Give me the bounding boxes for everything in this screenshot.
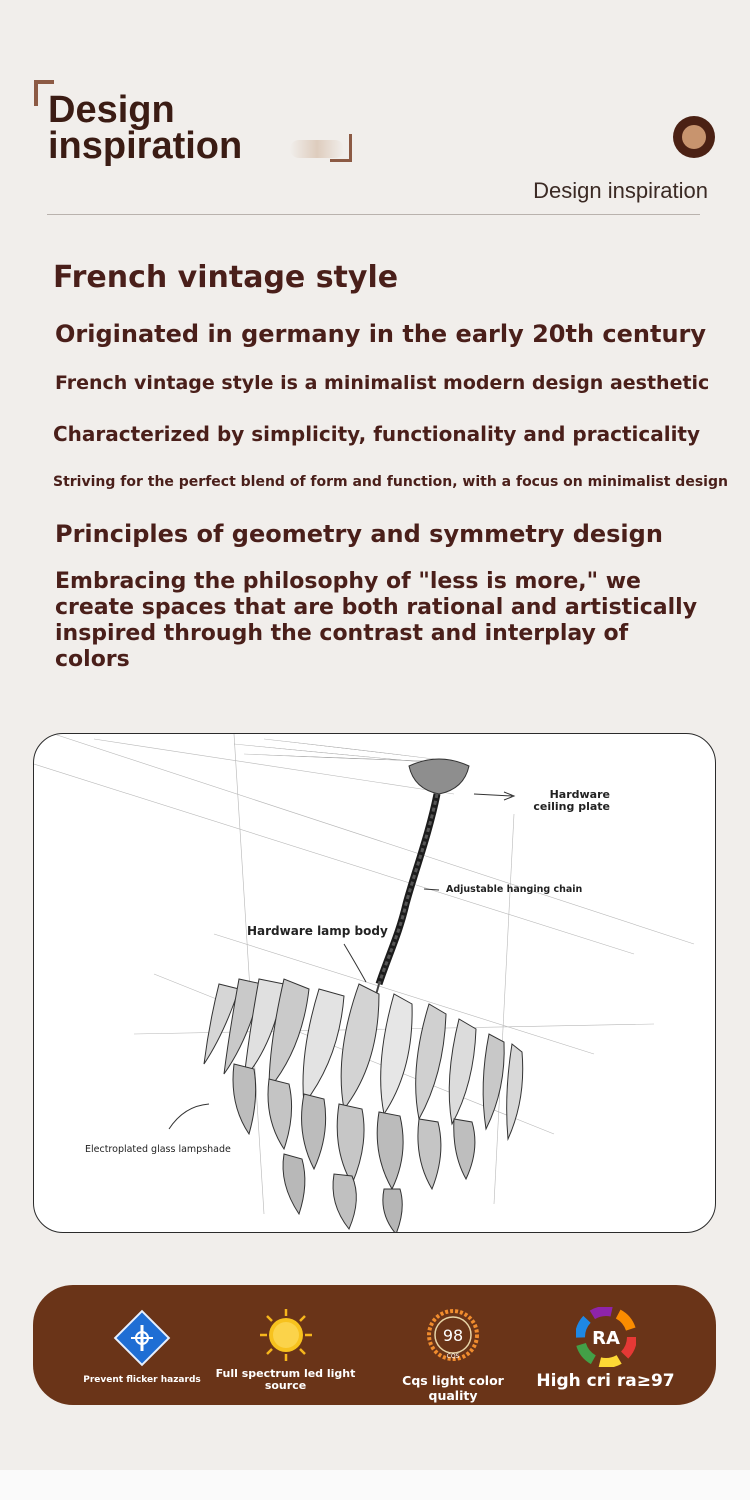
label-hanging-chain: Adjustable hanging chain [446,884,583,895]
description-line-5: Principles of geometry and symmetry design [55,520,663,548]
label-glass-lampshade: Electroplated glass lampshade [85,1144,231,1155]
cqs-sublabel: CQS [446,1353,460,1360]
description-paragraph: Embracing the philosophy of "less is more," we create spaces that are both rational and artistically inspired through the contrast and interplay of colors [55,569,698,672]
header [0,0,750,220]
page-title [48,89,243,167]
chandelier-sketch-illustration [34,734,716,1233]
label-lamp-body: Hardware lamp body [247,924,388,938]
circle-badge-icon [673,116,715,158]
feature-label: Prevent flicker hazards [83,1375,201,1385]
sun-icon [258,1307,314,1367]
section-heading: French vintage style [53,260,399,295]
feature-bar [33,1285,716,1405]
ra-color-wheel-icon [576,1307,636,1371]
cqs-value: 98 [442,1326,464,1345]
description-line-1: Originated in germany in the early 20th century [55,320,707,348]
footer-strip [0,1470,750,1500]
label-ceiling-plate: Hardware ceiling plate [533,788,610,813]
feature-label: High cri ra≥97 [536,1371,675,1391]
feature-high-cri [533,1285,678,1405]
ra-text: RA [591,1328,620,1349]
description-line-3: Characterized by simplicity, functionality and practicality [53,422,701,446]
corner-decoration-right [330,134,352,162]
cqs-98-icon [425,1307,481,1371]
feature-label: Full spectrum led light source [215,1367,356,1392]
chandelier-sketch-card [33,733,716,1233]
title-line-1: Design [48,89,175,131]
section-subtitle: Design inspiration [533,178,708,203]
header-divider [47,214,700,215]
feature-full-spectrum [213,1285,358,1405]
feature-prevent-flicker [83,1285,201,1405]
feature-cqs [378,1285,528,1405]
title-line-2: inspiration [48,125,243,167]
diamond-plug-icon [111,1307,173,1373]
feature-label: Cqs light color quality [402,1373,504,1403]
description-line-2: French vintage style is a minimalist modern design aesthetic [55,372,710,394]
description-line-4: Striving for the perfect blend of form and function, with a focus on minimalist design [53,474,728,490]
